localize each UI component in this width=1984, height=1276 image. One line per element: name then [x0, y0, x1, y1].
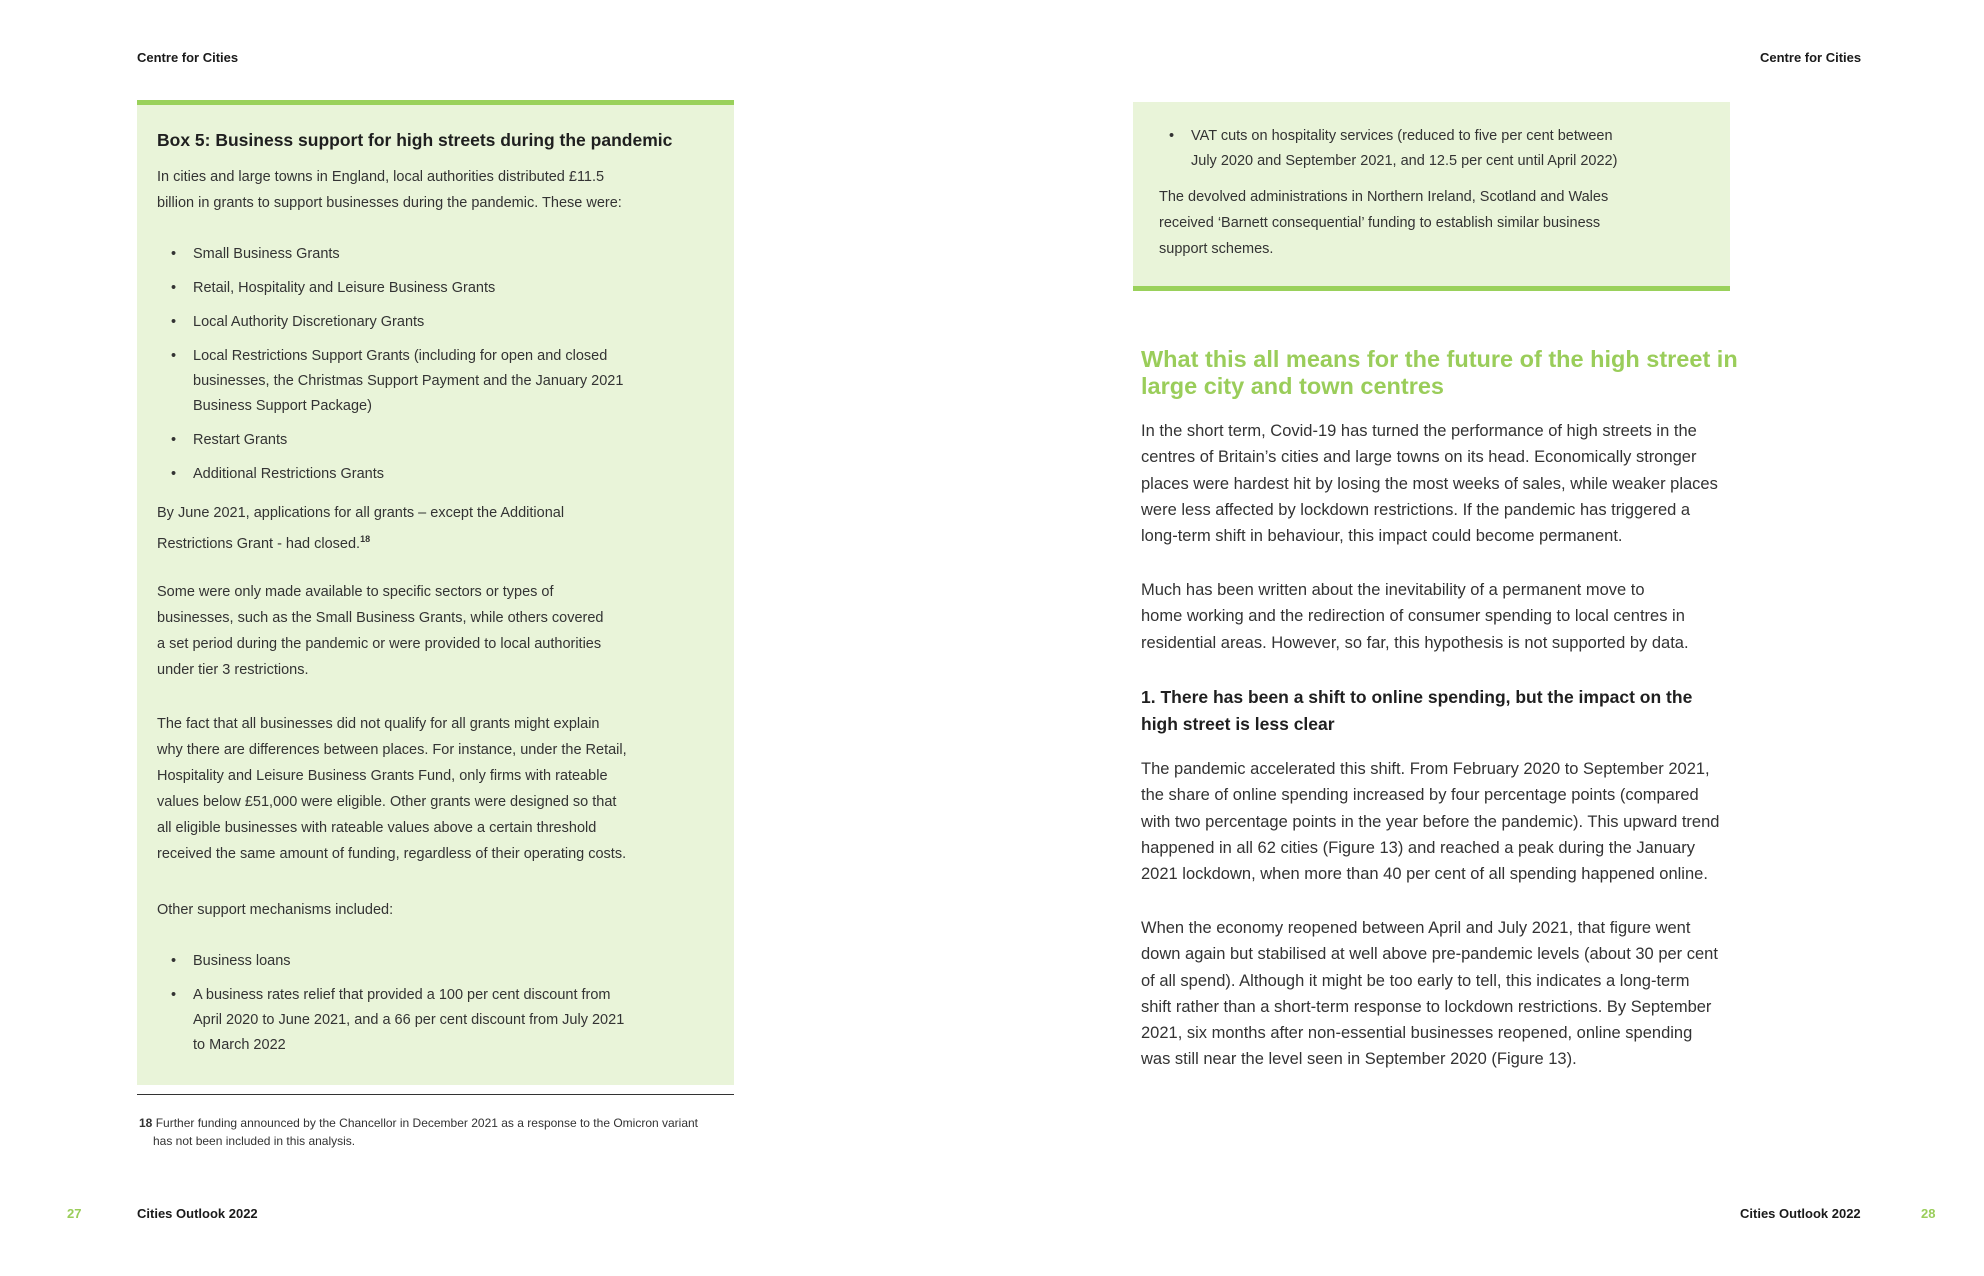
vat-list [1155, 124, 1715, 174]
list-item: • A business rates relief that provided a 100 per cent discount from April 2020 to June 2021, and a 66 per cent discount from July 2021 to March 2022 [157, 983, 727, 1058]
page-number-left: 27 [67, 1206, 82, 1221]
subheading: 1. There has been a shift to online spending, but the impact on the high street is less clear [1141, 687, 1693, 734]
running-footer-right: Cities Outlook 2022 [1740, 1206, 1861, 1221]
box-intro-line: In cities and large towns in England, local authorities distributed £11.5 [157, 169, 605, 185]
footnote-rule [137, 1094, 734, 1095]
list-item: • Additional Restrictions Grants [157, 462, 727, 487]
page-number-right: 28 [1921, 1206, 1936, 1221]
list-item: • Small Business Grants [157, 242, 727, 267]
box-closed-para: By June 2021, applications for all grants – except the Additional Restrictions Grant - had closed.$^{18}$ [157, 505, 565, 552]
body-para-3: The pandemic accelerated this shift. From February 2020 to September 2021, the share of online spending increased by four percentage points (compared with two percentage points in the year before the pandemic). This upward trend happened in all 62 cities (Figure 13) and reached a peak during the January 2021 lockdown, when more than 40 per cent of all spending happened online. [1141, 760, 1720, 884]
box-other-intro: Other support mechanisms included: [157, 902, 394, 918]
box-intro-line: billion in grants to support businesses during the pandemic. These were: [157, 195, 622, 211]
footnote-ref: 18 [360, 534, 371, 544]
footnote: 18 Further funding announced by the Chancellor in December 2021 as a response to the Omicron variant has not been included in this analysis. [139, 1116, 699, 1148]
body-para-1: In the short term, Covid-19 has turned the performance of high streets in the centres of Britain’s cities and large towns on its head. Economically stronger places were hardest hit by losing the most weeks of sales, while weaker places were less affected by lockdown restrictions. If the pandemic has triggered a long-term shift in behaviour, this impact could become permanent. [1141, 422, 1718, 546]
body-para-2: Much has been written about the inevitability of a permanent move to home working and the redirection of consumer spending to local centres in residential areas. However, so far, this hypothesis is not supported by data. [1141, 581, 1689, 652]
running-header-right: Centre for Cities [1760, 50, 1862, 65]
box-some-para: Some were only made available to specific sectors or types of businesses, such as the Small Business Grants, while others covered a set period during the pandemic or were provided to local authorities under tier 3 restrictions. [157, 584, 604, 678]
other-list [157, 949, 727, 1058]
list-item: • Business loans [157, 949, 727, 974]
footnote-number: 18 [139, 1116, 153, 1130]
grants-list [157, 242, 727, 487]
list-item: • Retail, Hospitality and Leisure Business Grants [157, 276, 727, 301]
box-fact-para: The fact that all businesses did not qualify for all grants might explain why there are differences between places. For instance, under the Retail, Hospitality and Leisure Business Grants Fund, only firms with rateable values below £51,000 were eligible. Other grants were designed so that all eligible businesses with rateable values above a certain threshold received the same amount of funding, regardless of their operating costs. [157, 716, 627, 862]
list-item: • VAT cuts on hospitality services (reduced to five per cent between July 2020 and September 2021, and 12.5 per cent until April 2022) [1155, 124, 1715, 174]
list-item: • Local Authority Discretionary Grants [157, 310, 727, 335]
running-footer-left: Cities Outlook 2022 [137, 1206, 258, 1221]
list-item: • Local Restrictions Support Grants (including for open and closed businesses, the Christmas Support Payment and the January 2021 Business Support Package) [157, 344, 727, 419]
body-para-4: When the economy reopened between April and July 2021, that figure went down again but stabilised at well above pre-pandemic levels (about 30 per cent of all spend). Although it might be too early to tell, this indicates a long-term shift rather than a short-term response to lockdown restrictions. By September 2021, six months after non-essential businesses reopened, online spending was still near the level seen in September 2020 (Figure 13). [1141, 919, 1718, 1069]
box-intro [157, 164, 727, 216]
list-item: • Restart Grants [157, 428, 727, 453]
running-header-left: Centre for Cities [137, 50, 239, 65]
devolved-para: The devolved administrations in Northern Ireland, Scotland and Wales received ‘Barnett consequential’ funding to establish similar business support schemes. [1159, 189, 1609, 257]
box-title: Box 5: Business support for high streets during the pandemic [157, 130, 673, 150]
section-heading: What this all means for the future of the high street in large city and town centres [1141, 346, 1738, 399]
